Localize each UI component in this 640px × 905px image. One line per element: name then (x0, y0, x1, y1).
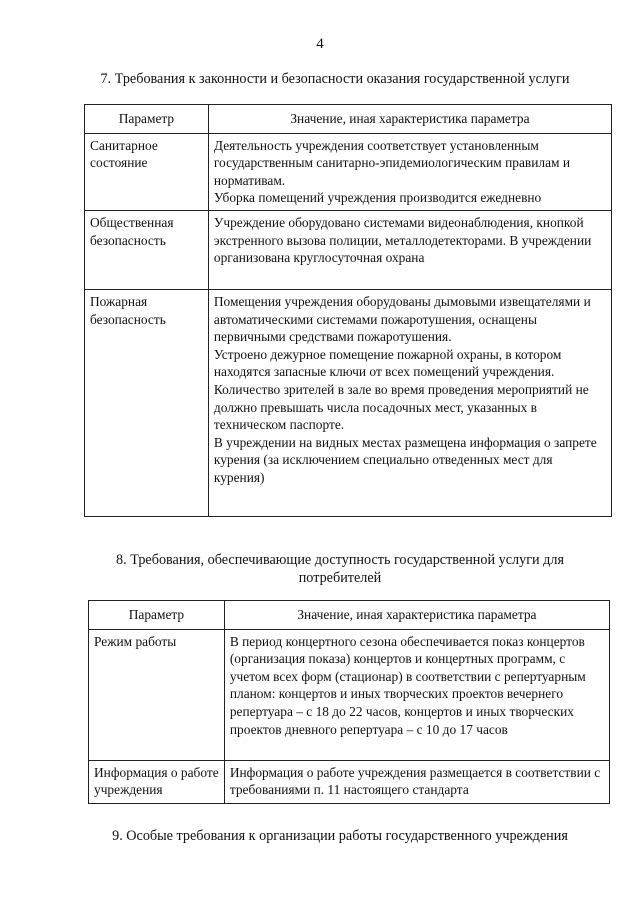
row-value (224, 629, 609, 760)
row-param: Пожарная безопасность (85, 289, 209, 516)
value-paragraph: Информация о работе учреждения размещается в соответствии с требованиями п. 11 настоящего стандарта (229, 764, 601, 798)
header-value: Значение, иная характеристика параметра (224, 601, 609, 630)
value-paragraph: В период концертного сезона обеспечивается показ концертов (организация показа) концертов и концертных программ, с учетом всех форм (стационар) в соответствии с репертуарным планом: концертов и иных творческих проектов вечернего репертуара – с 18 до 22 часов, концертов и иных творческих проектов дневного репертуара – с 10 до 17 часов (229, 633, 586, 737)
table-row (89, 760, 610, 803)
header-param: Параметр (85, 105, 209, 134)
value-paragraph: Уборка помещений учреждения производится ежедневно (213, 190, 542, 206)
section-9-title: 9. Особые требования к организации работы государственного учреждения (112, 828, 568, 844)
value-paragraph: Устроено дежурное помещение пожарной охраны, в котором находятся запасные ключи от всех помещений учреждения. (213, 346, 562, 380)
row-param: Общественная безопасность (85, 210, 209, 289)
section-7-title: 7. Требования к законности и безопасности оказания государственной услуги (100, 71, 570, 87)
table-header-row (89, 601, 610, 630)
section-8-title: 8. Требования, обеспечивающие доступность государственной услуги для потребителей (116, 552, 564, 586)
value-paragraph: Деятельность учреждения соответствует установленным государственным санитарно-эпидемиологическим правилам и нормативам. (213, 137, 571, 188)
section-8-table (88, 600, 610, 804)
table-row (85, 289, 612, 516)
table-header-row (85, 105, 612, 134)
table-row (85, 133, 612, 210)
row-param: Режим работы (89, 629, 225, 760)
row-param: Санитарное состояние (85, 133, 209, 210)
row-value (208, 289, 611, 516)
row-value (208, 210, 611, 289)
table-row (89, 629, 610, 760)
page-number: 4 (316, 36, 324, 52)
row-param: Информация о работе учреждения (89, 760, 225, 803)
row-value (224, 760, 609, 803)
header-value: Значение, иная характеристика параметра (208, 105, 611, 134)
row-value (208, 133, 611, 210)
table-row (85, 210, 612, 289)
value-paragraph: Помещения учреждения оборудованы дымовыми извещателями и автоматическими системами пожаротушения, оснащены первичными средствами пожаротушения. (213, 293, 591, 345)
value-paragraph: Количество зрителей в зале во время проведения мероприятий не должно превышать числа посадочных мест, указанных в техническом паспорте. (213, 381, 589, 433)
header-param: Параметр (89, 601, 225, 630)
value-paragraph: Учреждение оборудовано системами видеонаблюдения, кнопкой экстренного вызова полиции, металлодетекторами. В учреждении организована круглосуточная охрана (213, 214, 592, 266)
section-7-table (84, 104, 612, 517)
value-paragraph: В учреждении на видных местах размещена информация о запрете курения (за исключением специально отведенных мест для курения) (213, 434, 597, 485)
